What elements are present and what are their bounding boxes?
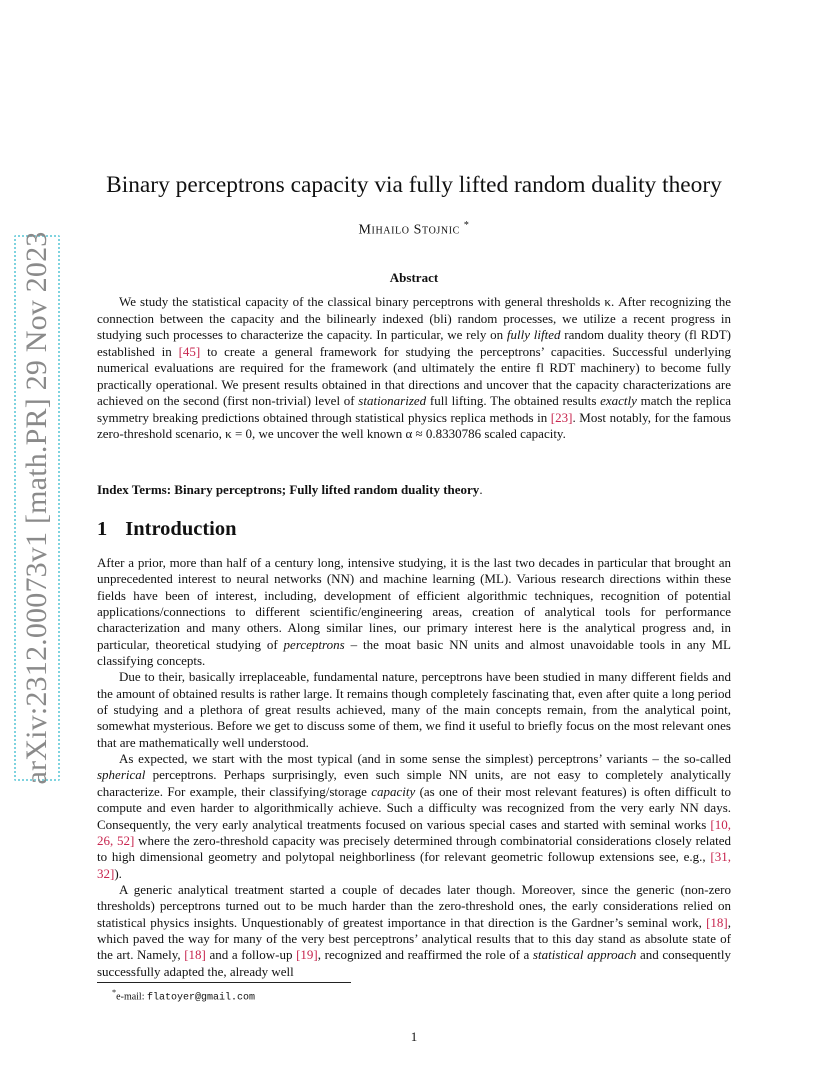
intro-paragraph: Due to their, basically irreplaceable, fundamental nature, perceptrons have been studied in many different fields and the amount of obtained results is rather large. It remains though completely fascinating that, even after quite a long period of studying and a plethora of great results achieved, many of the main concepts remain, from the analytical point, somewhat mysterious. Before we get to discuss some of them, we find it useful to briefly focus on the most relevant ones that are mathematically well understood.: [97, 669, 731, 750]
intro-paragraph: As expected, we start with the most typical (and in some sense the simplest) perceptrons’ variants – the so-called spherical perceptrons. Perhaps surprisingly, even such simple NN units, are not easy to completely analytically characterize. For example, their classifying/storage capacity (as one of their most relevant features) is often difficult to compute and even harder to algorithmically achieve. Such a difficulty was recognized from the very early NN days. Consequently, the very early analytical treatments focused on various special cases and started with seminal works [10, 26, 52] where the zero-threshold capacity was precisely determined through combinatorial considerations closely related to high dimensional geometry and polytopal neighborliness (for relevant geometric followup extensions see, e.g., [31, 32]).: [97, 751, 731, 881]
citation-link[interactable]: [23]: [550, 409, 573, 425]
author-line: [96, 220, 732, 239]
section-heading: [97, 518, 237, 541]
page-number: 1: [410, 1029, 418, 1044]
intro-paragraph: A generic analytical treatment started a couple of decades later though. Moreover, since the generic (non-zero thresholds) perceptrons turned out to be much harder than the zero-threshold ones, the early considerations relied on statistical physics insights. Unquestionably of greatest importance in that direction is the Gardner’s seminal work, [18], which paved the way for many of the very best perceptrons’ analytical results that to this day stand as absolute state of the art. Namely, [18] and a follow-up [19], recognized and reaffirmed the role of a statistical approach and consequently successfully adapted the, already well: [97, 881, 731, 979]
footnote-email[interactable]: flatoyer@gmail.com: [147, 992, 256, 1004]
footnote-mark: *: [112, 988, 117, 997]
citation-link[interactable]: [18]: [706, 914, 728, 930]
citation-link[interactable]: [19]: [296, 947, 318, 963]
arxiv-identifier: arXiv:2312.00073v1 [math.PR] 29 Nov 2023: [20, 231, 53, 785]
author-footnote-mark[interactable]: *: [463, 220, 470, 231]
section-number: 1: [97, 518, 108, 540]
citation-link[interactable]: [18]: [184, 947, 206, 963]
footnote: [112, 988, 255, 1003]
footnote-label: e-mail:: [116, 991, 147, 1003]
index-terms: Index Terms: Binary perceptrons; Fully lifted random duality theory.: [97, 482, 483, 497]
intro-paragraph: After a prior, more than half of a century long, intensive studying, it is the last two decades in particular that brought an unprecedented interest to neural networks (NN) and machine learning (ML). Various research directions within these fields have been of interest, including, development of efficient algorithmic techniques, recognition of potential applications/connections to different scientific/engineering areas, creation of analytical tools for performance characterization and many others. Along similar lines, our primary interest here is the analytical progress and, in particular, theoretical studying of perceptrons – the moat basic NN units and almost unavoidable tools in any ML classifying concepts.: [97, 555, 731, 669]
introduction-body: [97, 555, 731, 980]
citation-link[interactable]: [10, 26, 52]: [97, 816, 731, 848]
paper-title: Binary perceptrons capacity via fully lifted random duality theory: [106, 172, 722, 198]
abstract-text: We study the statistical capacity of the classical binary perceptrons with general thresholds κ. After recognizing the connection between the capacity and the bilinearly indexed (bli) random processes, we utilize a recent progress in studying such processes to characterize the capacity. In particular, we rely on fully lifted random duality theory (fl RDT) established in [45] to create a general framework for studying the perceptrons’ capacities. Successful underlying numerical evaluations are required for the framework (and ultimately the entire fl RDT machinery) to become fully practically operational. We present results obtained in that directions and uncover that the capacity characterizations are achieved on the second (first non-trivial) level of stationarized full lifting. The obtained results exactly match the replica symmetry breaking predictions obtained through statistical physics replica methods in [23]. Most notably, for the famous zero-threshold scenario, κ = 0, we uncover the well known α ≈ 0.8330786 scaled capacity.: [97, 294, 732, 441]
arxiv-sidebar-stamp: [14, 231, 60, 785]
section-title: Introduction: [125, 518, 237, 540]
footnote-divider: [97, 982, 351, 983]
citation-link[interactable]: [45]: [178, 343, 201, 359]
abstract-heading: Abstract: [389, 270, 439, 285]
index-terms-text: Index Terms: Binary perceptrons; Fully lifted random duality theory: [97, 482, 480, 497]
author-name: Mihailo Stojnic: [358, 222, 460, 238]
citation-link[interactable]: [31, 32]: [97, 849, 731, 881]
